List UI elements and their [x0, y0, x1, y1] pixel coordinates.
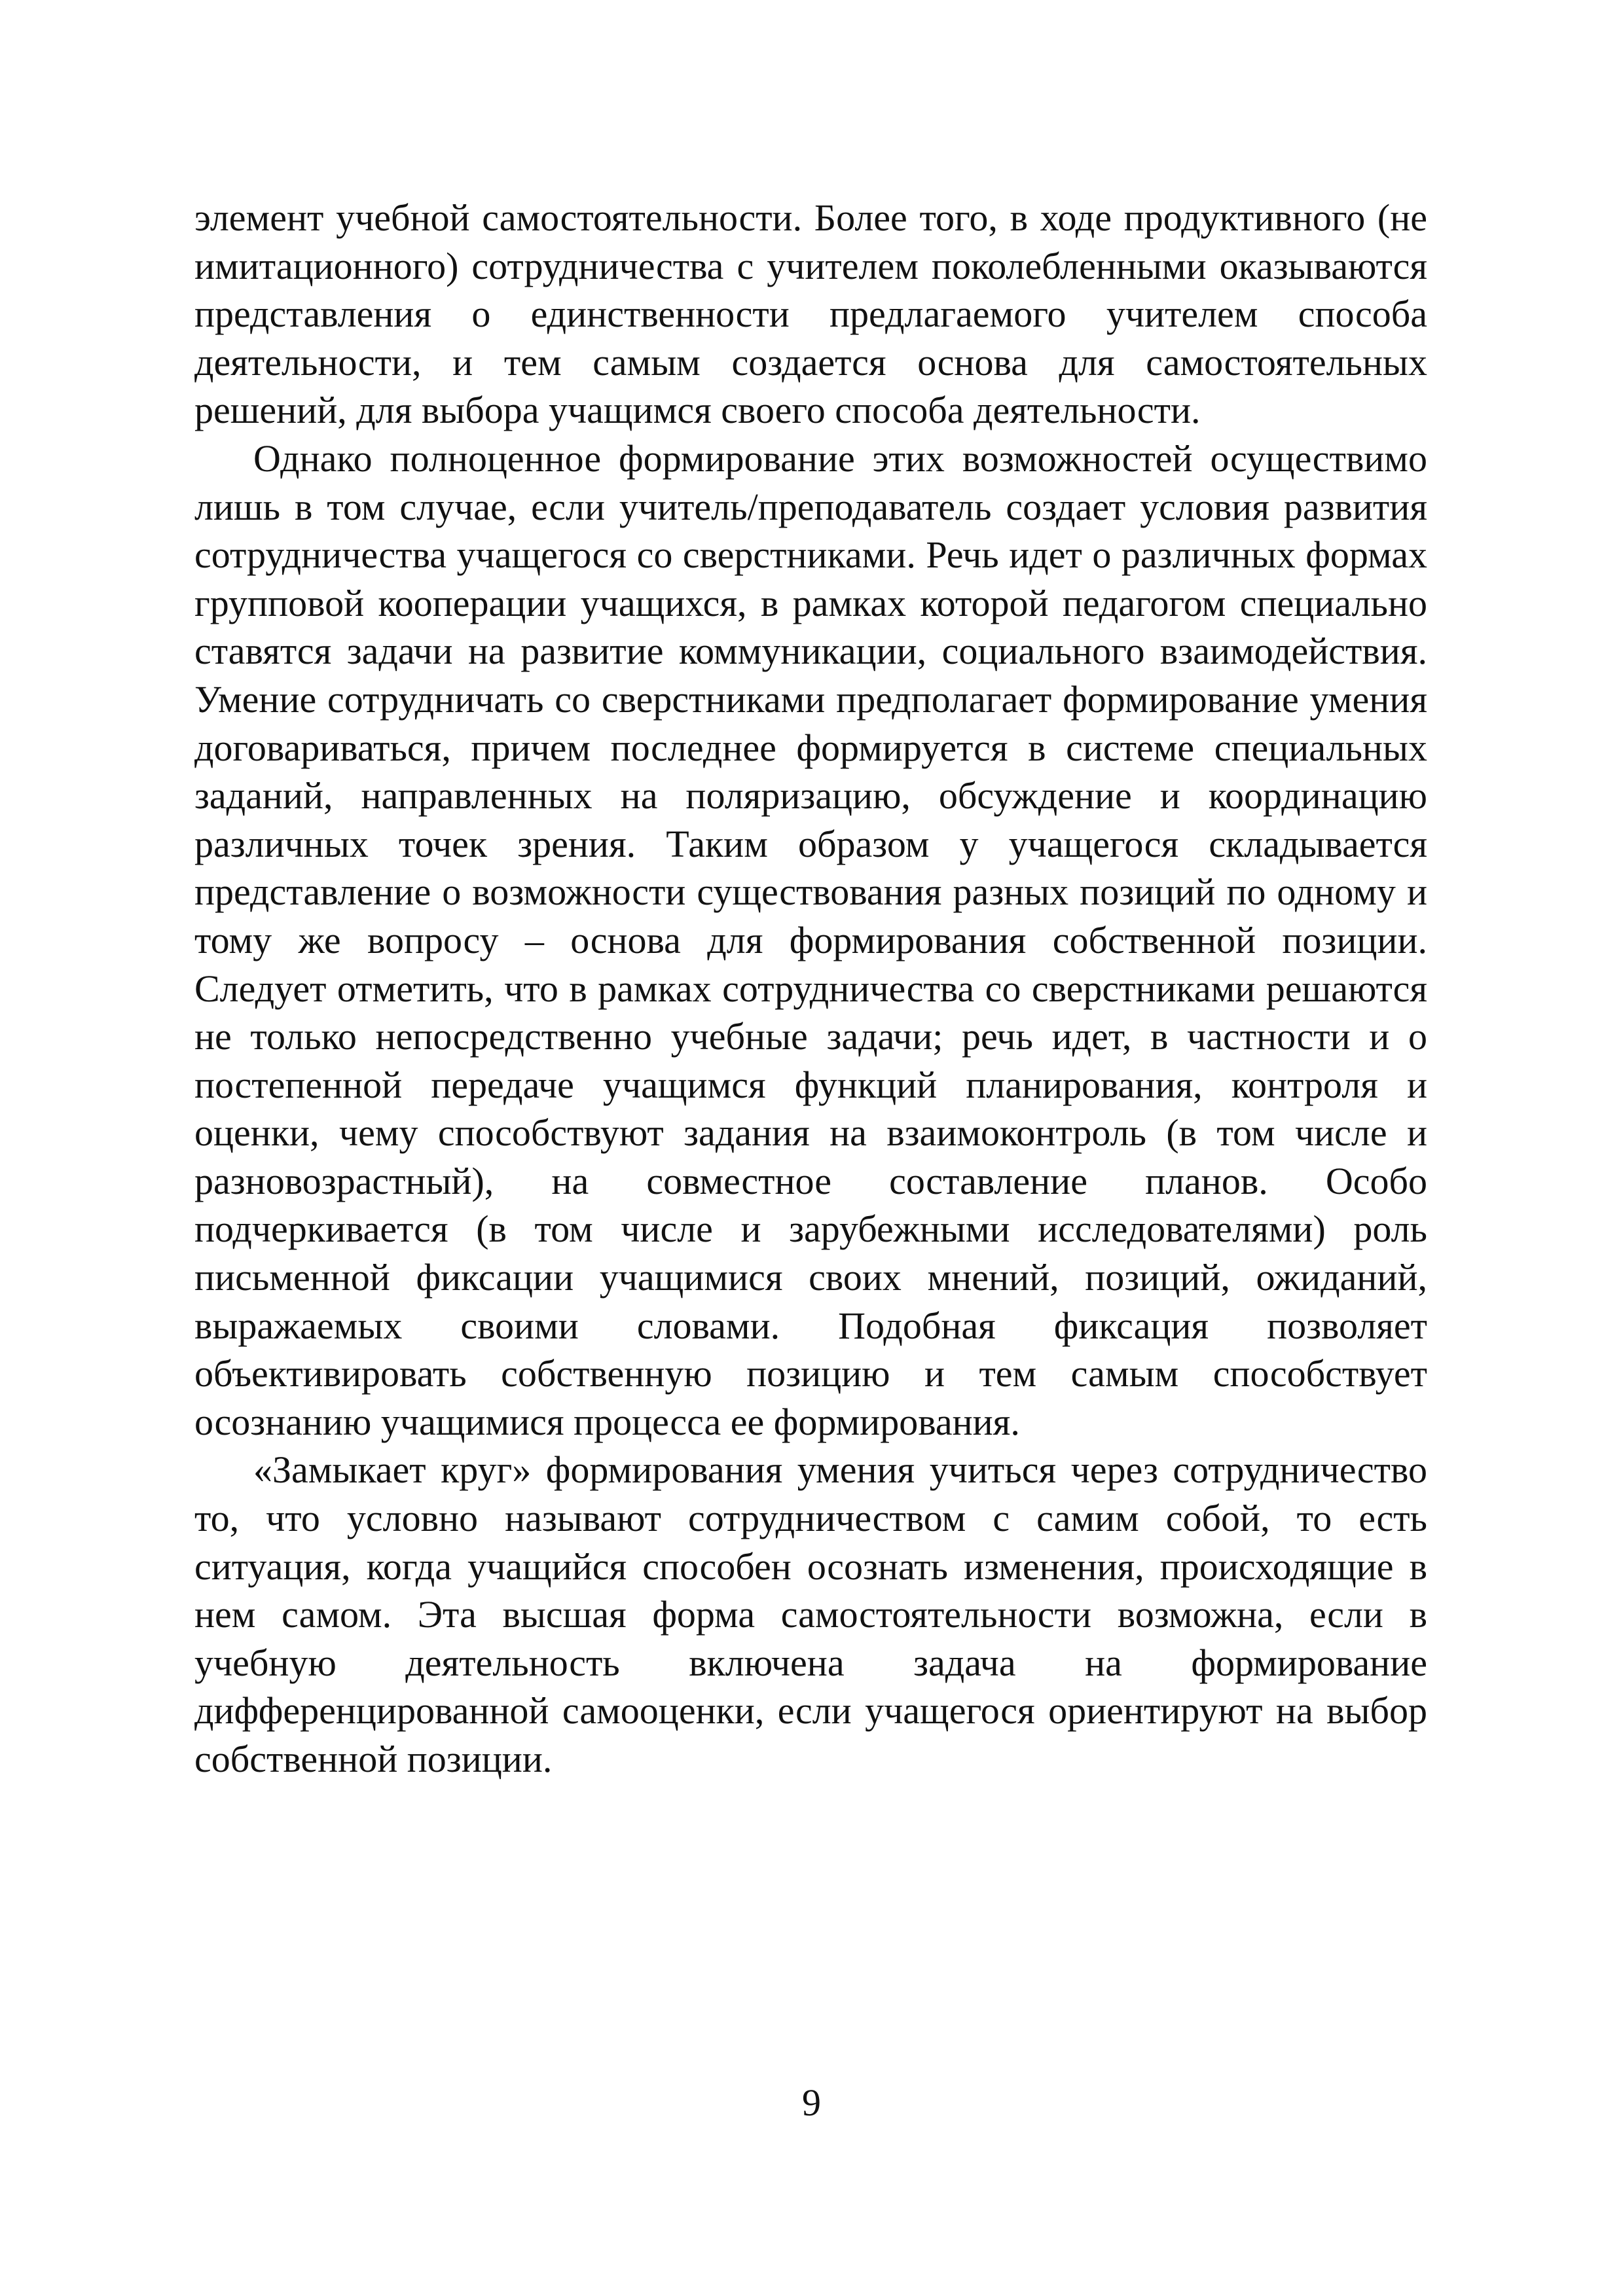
- page-body: [194, 194, 1427, 1784]
- paragraph-continuation: элемент учебной самостоятельности. Более того, в ходе продуктивного (не имитационного) сотрудничества с учителем поколебленными оказываются представления о единственности предлагаемого учителем способа деятельности, и тем самым создается основа для самостоятельных решений, для выбора учащимся своего способа деятельности.: [194, 196, 1427, 432]
- paragraph-closing-the-circle: «Замыкает круг» формирования умения учиться через сотрудничество то, что условно называют сотрудничеством с самим собой, то есть ситуация, когда учащийся способен осознать изменения, происходящие в нем самом. Эта высшая форма самостоятельности возможна, если в учебную деятельность включена задача на формирование дифференцированной самооценки, если учащегося ориентируют на выбор собственной позиции.: [194, 1448, 1427, 1780]
- page-number: 9: [802, 2081, 821, 2124]
- paragraph-cooperation-with-peers: Однако полноценное формирование этих возможностей осуществимо лишь в том случае, если учитель/преподаватель создает условия развития сотрудничества учащегося со сверстниками. Речь идет о различных формах групповой кооперации учащихся, в рамках которой педагогом специально ставятся задачи на развитие коммуникации, социального взаимодействия. Умение сотрудничать со сверстниками предполагает формирование умения договариваться, причем последнее формируется в системе специальных заданий, направленных на поляризацию, обсуждение и координацию различных точек зрения. Таким образом у учащегося складывается представление о возможности существования разных позиций по одному и тому же вопросу – основа для формирования собственной позиции. Следует отметить, что в рамках сотрудничества со сверстниками решаются не только непосредственно учебные задачи; речь идет, в частности и о постепенной передаче учащимся функций планирования, контроля и оценки, чему способствуют задания на взаимоконтроль (в том числе и разновозрастный), на совместное составление планов. Особо подчеркивается (в том числе и зарубежными исследователями) роль письменной фиксации учащимися своих мнений, позиций, ожиданий, выражаемых своими словами. Подобная фиксация позволяет объективировать собственную позицию и тем самым способствует осознанию учащимися процесса ее формирования.: [194, 437, 1427, 1443]
